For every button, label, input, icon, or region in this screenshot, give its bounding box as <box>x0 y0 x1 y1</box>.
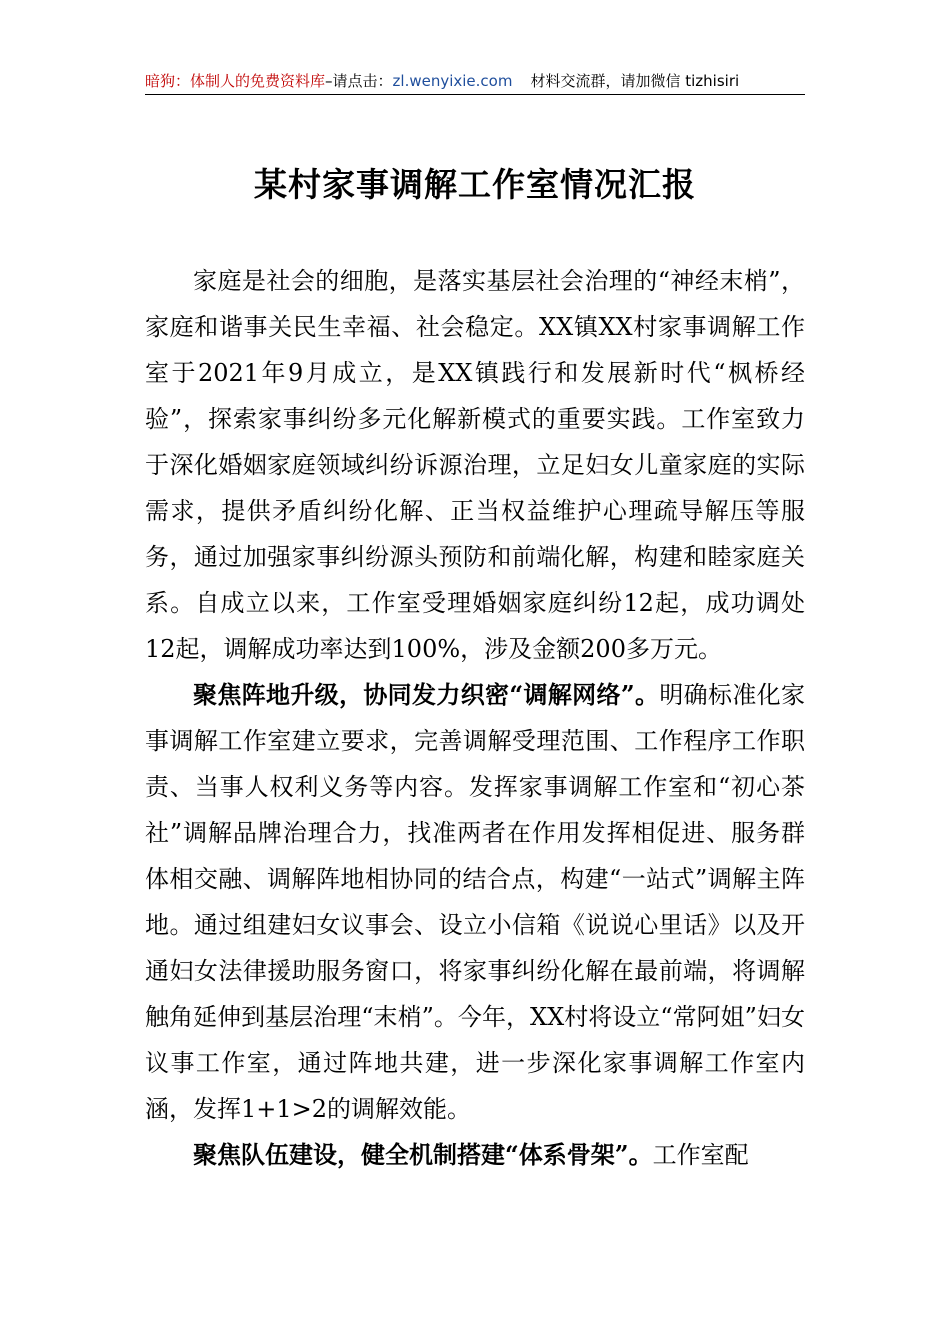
paragraph-position-upgrade <box>145 672 805 1132</box>
site-name: 暗狗：体制人的免费资料库 <box>145 72 326 90</box>
paragraph-heading: 聚焦阵地升级，协同发力织密“调解网络”。 <box>193 680 660 709</box>
page-header <box>145 68 805 95</box>
click-prompt: –请点击： <box>325 72 393 90</box>
document-body <box>145 258 805 1178</box>
paragraph-team-building <box>145 1132 805 1178</box>
paragraph-text: 明确标准化家事调解工作室建立要求，完善调解受理范围、工作程序工作职责、当事人权利义务等内容。发挥家事调解工作室和“初心茶社”调解品牌治理合力，找准两者在作用发挥相促进、服务群体相交融、调解阵地相协同的结合点，构建“一站式”调解主阵地。通过组建妇女议事会、设立小信箱《说说心里话》以及开通妇女法律援助服务窗口，将家事纠纷化解在最前端，将调解触角延伸到基层治理“末梢”。今年，XX村将设立“常阿姐”妇女议事工作室，通过阵地共建，进一步深化家事调解工作室内涵，发挥1+1>2的调解效能。 <box>145 681 806 1123</box>
contact-info: 材料交流群，请加微信 tizhisiri <box>530 72 740 90</box>
paragraph-text: 工作室配 <box>652 1141 749 1169</box>
site-url-link[interactable]: zl.wenyixie.com <box>392 72 513 90</box>
document-title: 某村家事调解工作室情况汇报 <box>254 165 696 204</box>
paragraph-heading: 聚焦队伍建设，健全机制搭建“体系骨架”。 <box>193 1140 653 1169</box>
paragraph-intro <box>145 258 805 672</box>
paragraph-text: 家庭是社会的细胞，是落实基层社会治理的“神经末梢”，家庭和谐事关民生幸福、社会稳定。XX镇XX村家事调解工作室于2021年9月成立，是XX镇践行和发展新时代“枫桥经验”，探索家事纠纷多元化解新模式的重要实践。工作室致力于深化婚姻家庭领域纠纷诉源治理，立足妇女儿童家庭的实际需求，提供矛盾纠纷化解、正当权益维护心理疏导解压等服务，通过加强家事纠纷源头预防和前端化解，构建和睦家庭关系。自成立以来，工作室受理婚姻家庭纠纷12起，成功调处12起，调解成功率达到100%，涉及金额200多万元。 <box>145 267 805 663</box>
